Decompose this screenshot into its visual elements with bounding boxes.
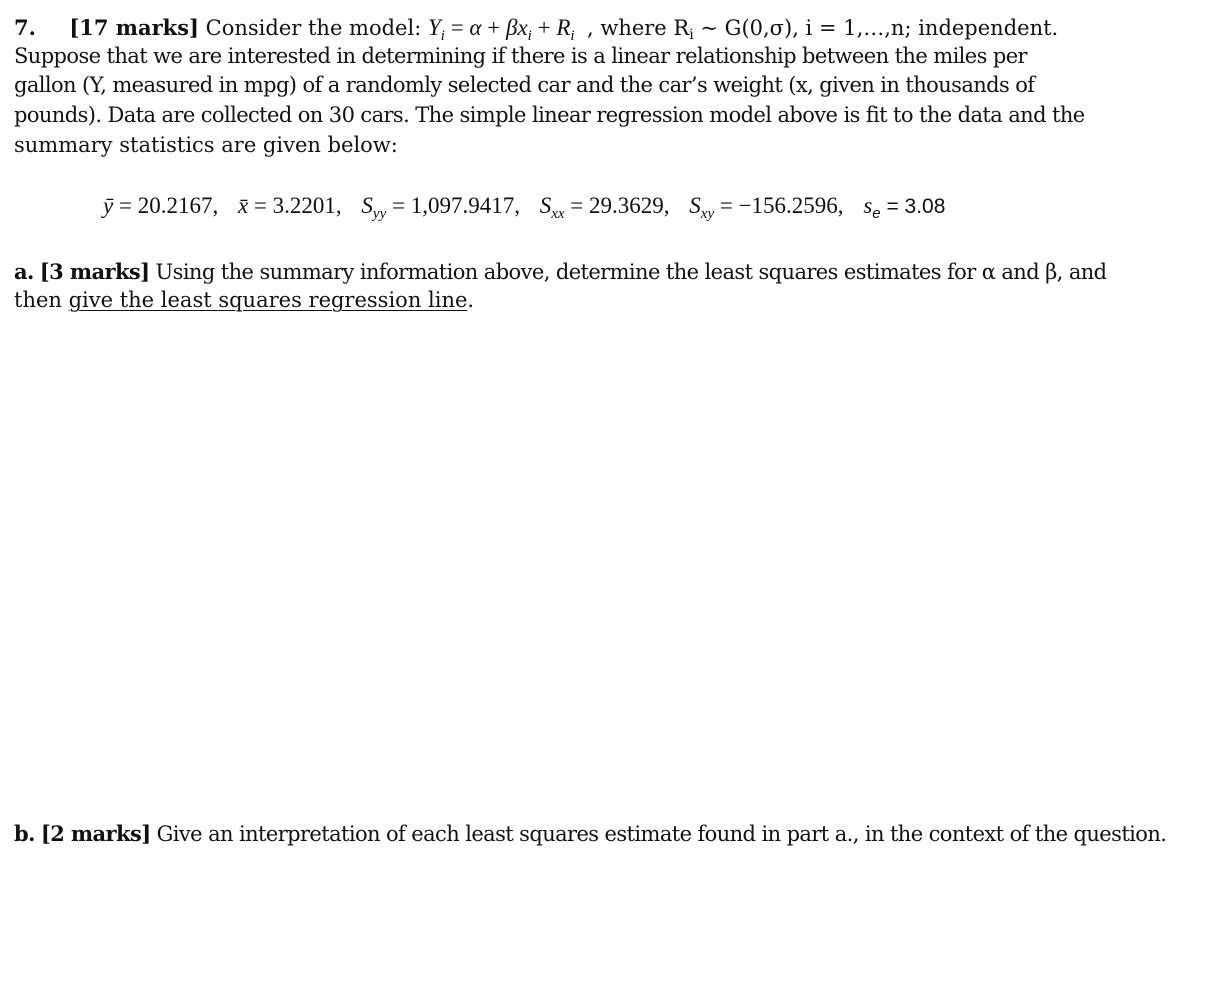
part-a-marks: [3 marks] [39,259,150,284]
stat-xbar: x̄ = 3.2201, [237,193,342,218]
question-text-line: pounds). Data are collected on 30 cars. The simple linear regression model above is fit to the data and the [14,103,1085,127]
model-equation: $Y_i = \alpha + \beta x_i + R_i$ [427,15,575,44]
question-text-line: summary statistics are given below: [14,133,398,157]
stat-se: $s_e = 3.08$ [863,193,946,222]
stat-syy: $S_{yy} = 1,097.9417$, [361,193,520,222]
part-b-label: b. [14,821,35,846]
question-text-line: Suppose that we are interested in determining if there is a linear relationship between the miles per [14,44,1027,68]
part-a-line1 [14,257,1107,287]
part-a-line2: then give the least squares regression line. [14,288,475,312]
part-b-answer-space[interactable] [14,858,1214,988]
part-a-answer-space[interactable] [14,320,1214,800]
part-b-text: Give an interpretation of each least squares estimate found in part a., in the context of the question. [150,822,1167,846]
distribution: ~ G(0,σ), i = 1,…,n; independent. [693,16,1059,40]
stat-sxy: $S_{xy} = -156.2596$, [689,193,844,222]
question-marks: [17 marks] [69,15,199,40]
where-clause: , where R [580,16,690,40]
part-a-underlined-instruction: give the least squares regression line [68,288,468,312]
stat-ybar: ȳ = 20.2167, [103,193,219,218]
part-a-label: a. [14,259,34,284]
summary-statistics [103,193,959,223]
stat-sxx: $S_{xx} = 29.3629$, [539,193,670,222]
part-b-line [14,819,1166,849]
question-header: 7. [17 marks] Consider the model: $Y_i = \alpha + \beta x_i + R_i$ , where Ri ~ G(0,σ), i = 1,…,n; independent. [14,15,1059,44]
part-a-text: Using the summary information above, determine the least squares estimates for α and β, and [149,260,1107,284]
question-text-line: gallon (Y, measured in mpg) of a randomly selected car and the car’s weight (x, given in thousands of [14,73,1035,97]
question-number: 7. [14,15,36,40]
question-intro: Consider the model: [205,16,422,40]
part-b-marks: [2 marks] [40,821,151,846]
